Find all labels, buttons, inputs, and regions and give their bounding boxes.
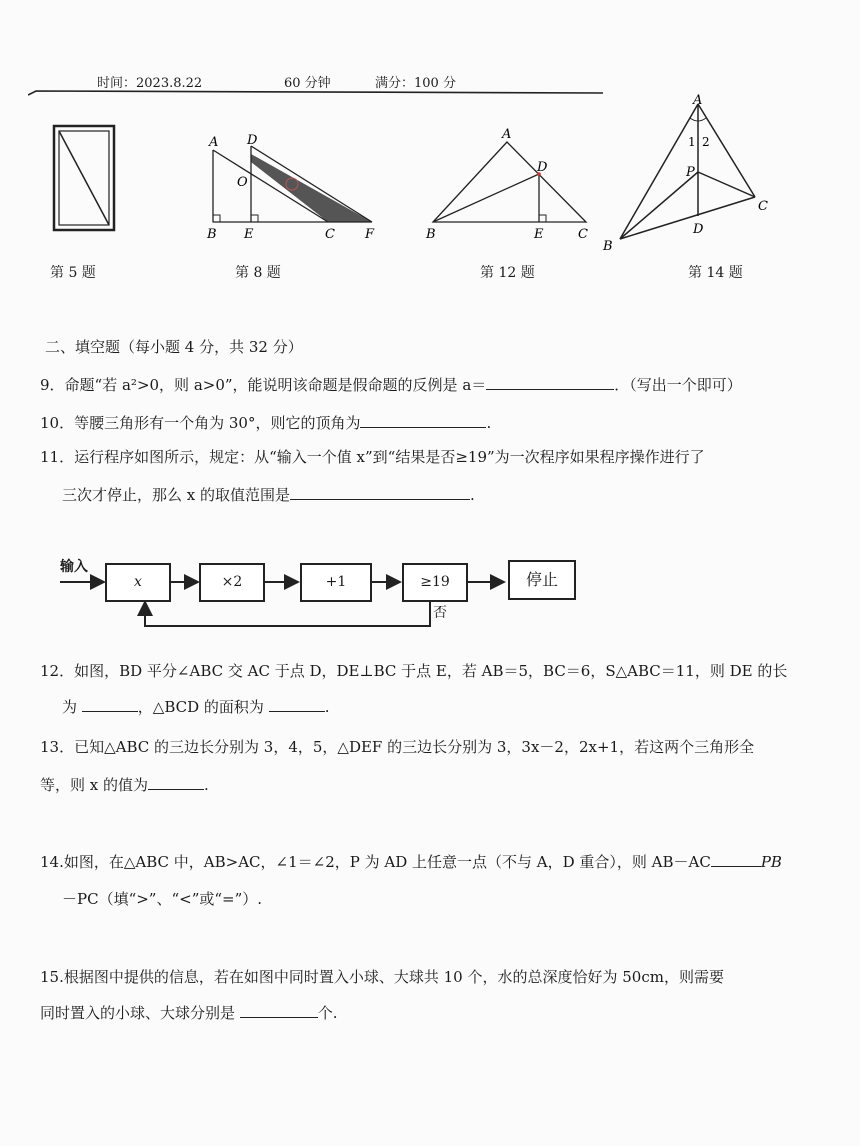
q10-number: 10． xyxy=(40,414,75,432)
q13-line2: 等，则 x 的值为 xyxy=(40,776,148,794)
fig12-label-b: B xyxy=(426,227,436,242)
fig12-label-c: C xyxy=(578,227,588,242)
header-rule xyxy=(28,90,603,96)
q15-answer-blank[interactable] xyxy=(240,1017,318,1018)
q11-answer-blank[interactable] xyxy=(290,499,470,500)
q9-text: 命题“若 a²>0，则 a>0”，能说明该命题是假命题的反例是 a＝ xyxy=(64,376,487,394)
flow-no-label: 否 xyxy=(433,605,447,621)
question-15-line2 xyxy=(40,1002,338,1023)
fig8-label-c: C xyxy=(325,227,335,242)
section-title: 二、填空题（每小题 4 分，共 32 分） xyxy=(45,338,303,356)
q15-tail: 个. xyxy=(317,1004,338,1022)
fig14-label-p: P xyxy=(686,165,695,180)
q14-number: 14. xyxy=(40,853,64,871)
q12-answer-blank-2[interactable] xyxy=(269,711,325,712)
question-11-line2 xyxy=(62,484,475,505)
exam-duration: 60 分钟 xyxy=(284,76,331,91)
q13-number: 13． xyxy=(40,738,75,756)
figure-8-caption: 第 8 题 xyxy=(235,265,281,281)
fig8-label-o: O xyxy=(237,175,248,190)
fig12-label-e: E xyxy=(534,227,544,242)
exam-time: 时间：2023.8.22 xyxy=(97,76,203,91)
q15-line2: 同时置入的小球、大球分别是 xyxy=(40,1004,236,1022)
q10-tail: . xyxy=(486,414,492,432)
question-9 xyxy=(40,374,742,395)
q9-tail: ．（写出一个即可） xyxy=(614,376,742,394)
q13-answer-blank[interactable] xyxy=(148,789,204,790)
q12-tail: . xyxy=(324,698,330,716)
fig8-label-e: E xyxy=(244,227,254,242)
q12-line2a: 为 xyxy=(62,698,78,716)
q11-number: 11． xyxy=(40,448,75,466)
q12-line2b: ，△BCD 的面积为 xyxy=(137,698,264,716)
exam-score: 满分：100 分 xyxy=(375,76,456,91)
q12-answer-blank-1[interactable] xyxy=(82,711,138,712)
q11-tail: . xyxy=(470,486,475,504)
figure-14 xyxy=(600,90,780,255)
question-13-line2 xyxy=(40,774,209,795)
fig14-label-d: D xyxy=(693,222,704,237)
flow-box-plus1: +1 xyxy=(300,563,372,602)
fig14-label-b: B xyxy=(603,239,613,254)
q9-number: 9． xyxy=(40,376,65,394)
q14-line2: －PC（填“>”、“<”或“=”）. xyxy=(62,890,263,908)
q15-number: 15. xyxy=(40,968,64,986)
flow-box-stop: 停止 xyxy=(508,560,576,600)
q10-answer-blank[interactable] xyxy=(360,427,486,428)
fig8-label-d: D xyxy=(247,133,258,148)
q14-answer-blank[interactable] xyxy=(711,866,761,867)
question-14-line1 xyxy=(40,851,782,872)
q13-tail: . xyxy=(204,776,209,794)
figure-12 xyxy=(420,122,595,244)
question-15-line1 xyxy=(40,966,724,987)
fig8-label-b: B xyxy=(207,227,217,242)
question-14-line2 xyxy=(62,888,262,909)
figure-5 xyxy=(50,122,120,234)
q14-line1: 如图，在△ABC 中，AB>AC，∠1＝∠2，P 为 AD 上任意一点（不与 A，D 重合），则 AB－AC xyxy=(63,853,711,871)
q13-line1: 已知△ABC 的三边长分别为 3，4，5，△DEF 的三边长分别为 3，3x－2，2x+1，若这两个三角形全 xyxy=(74,738,755,756)
fig14-label-2: 2 xyxy=(702,135,710,149)
q15-line1: 根据图中提供的信息，若在如图中同时置入小球、大球共 10 个，水的总深度恰好为 50cm，则需要 xyxy=(63,968,724,986)
question-12-line1 xyxy=(40,660,787,681)
fig8-label-a: A xyxy=(209,135,219,150)
flow-box-times2: ×2 xyxy=(199,563,265,602)
q9-answer-blank[interactable] xyxy=(486,389,614,390)
figure-14-caption: 第 14 题 xyxy=(688,265,743,281)
question-10 xyxy=(40,412,491,433)
q11-line1: 运行程序如图所示，规定：从“输入一个值 x”到“结果是否≥19”为一次程序如果程序操作进行了 xyxy=(74,448,705,466)
fig12-label-d: D xyxy=(537,160,548,175)
flow-box-condition: ≥19 xyxy=(402,563,468,602)
fig12-label-a: A xyxy=(502,127,512,142)
fig14-label-c: C xyxy=(758,199,768,214)
flow-input-label: 输入 xyxy=(60,559,88,575)
question-12-line2 xyxy=(62,696,329,717)
q14-line1b: PB xyxy=(760,853,782,871)
q12-line1: 如图，BD 平分∠ABC 交 AC 于点 D，DE⊥BC 于点 E，若 AB＝5，BC＝6，S△ABC＝11，则 DE 的长 xyxy=(74,662,788,680)
fig8-label-f: F xyxy=(365,227,375,242)
figure-8 xyxy=(200,132,380,244)
fig14-label-1: 1 xyxy=(688,135,696,149)
question-13-line1 xyxy=(40,736,754,757)
fig14-label-a: A xyxy=(693,93,703,108)
figure-5-caption: 第 5 题 xyxy=(50,265,96,281)
q11-line2: 三次才停止，那么 x 的取值范围是 xyxy=(62,486,290,504)
q12-number: 12． xyxy=(40,662,75,680)
q10-text: 等腰三角形有一个角为 30°，则它的顶角为 xyxy=(74,414,361,432)
question-11-line1 xyxy=(40,446,705,467)
flow-box-x: x xyxy=(105,563,171,602)
figure-12-caption: 第 12 题 xyxy=(480,265,535,281)
